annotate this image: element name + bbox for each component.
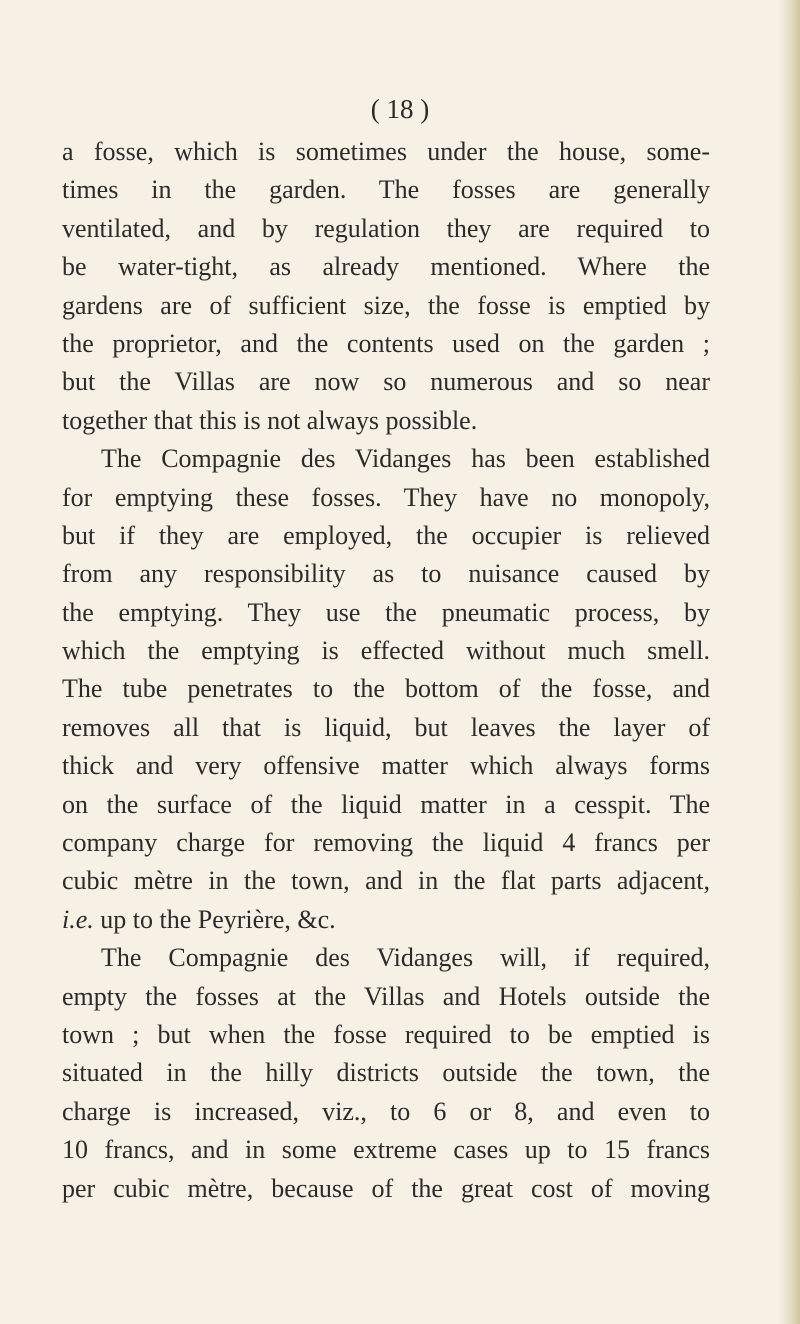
text-line: be water-tight, as already mentioned. Where the — [62, 252, 710, 282]
text-line: together that this is not always possible. — [62, 405, 478, 435]
page-edge-shadow — [778, 0, 800, 1324]
text-line: empty the fosses at the Villas and Hotels outside the — [62, 981, 710, 1011]
text-line: gardens are of sufficient size, the fosse is emptied by — [62, 290, 710, 320]
text-line: per cubic mètre, because of the great cost of moving — [62, 1173, 710, 1203]
text-line: a fosse, which is sometimes under the house, some- — [62, 137, 710, 166]
text-line-rest: up to the Peyrière, &c. — [100, 904, 336, 934]
text-line: for emptying these fosses. They have no monopoly, — [62, 482, 710, 512]
text-line: situated in the hilly districts outside the town, the — [62, 1058, 710, 1088]
text-line-with-italic — [62, 901, 710, 939]
text-line: but the Villas are now so numerous and so near — [62, 367, 710, 397]
text-line: 10 francs, and in some extreme cases up to 15 francs — [62, 1135, 710, 1165]
text-line: The Compagnie des Vidanges has been established — [101, 444, 710, 474]
text-line: ventilated, and by regulation they are required to — [62, 213, 710, 243]
text-line: the emptying. They use the pneumatic process, by — [62, 597, 710, 627]
text-line: cubic mètre in the town, and in the flat parts adjacent, — [62, 866, 710, 896]
text-line: the proprietor, and the contents used on the garden ; — [62, 328, 710, 358]
text-line: charge is increased, viz., to 6 or 8, and even to — [62, 1096, 710, 1126]
text-line: but if they are employed, the occupier is relieved — [62, 520, 710, 550]
text-line: The tube penetrates to the bottom of the fosse, and — [62, 674, 710, 704]
text-line: company charge for removing the liquid 4 francs per — [62, 828, 710, 858]
text-line: which the emptying is effected without much smell. — [62, 636, 710, 666]
body-text — [62, 133, 710, 1208]
page-number: ( 18 ) — [370, 94, 430, 124]
text-line: thick and very offensive matter which always forms — [62, 751, 710, 781]
italic-abbreviation: i.e. — [62, 904, 94, 934]
text-line: The Compagnie des Vidanges will, if required, — [101, 943, 710, 973]
text-line: times in the garden. The fosses are generally — [62, 175, 710, 205]
text-line: removes all that is liquid, but leaves the layer of — [62, 712, 710, 742]
text-line: on the surface of the liquid matter in a cesspit. The — [62, 789, 710, 819]
text-line: from any responsibility as to nuisance caused by — [62, 559, 710, 589]
text-line: town ; but when the fosse required to be emptied is — [62, 1019, 710, 1049]
